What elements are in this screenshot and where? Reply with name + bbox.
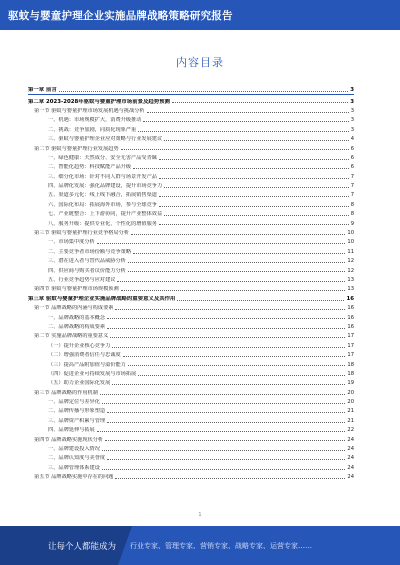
toc-dot-leader (100, 394, 345, 395)
toc-entry-page: 6 (350, 164, 354, 171)
toc-entry-page: 3 (350, 126, 354, 133)
toc-entry[interactable] (28, 133, 354, 142)
table-of-contents (28, 84, 354, 480)
toc-entry-page: 3 (350, 98, 354, 105)
toc-dot-leader (105, 440, 345, 441)
toc-entry-page: 7 (350, 192, 354, 199)
toc-dot-leader (102, 403, 346, 404)
toc-entry[interactable] (28, 236, 354, 245)
toc-entry[interactable] (28, 161, 354, 170)
toc-entry-title: 第二节 实施品牌战略的重要意义 (34, 333, 109, 340)
toc-dot-leader (159, 224, 349, 225)
toc-entry-page: 19 (347, 380, 354, 387)
toc-dot-leader (115, 478, 345, 479)
toc-entry-title: 一、绿色健康：天然成分、安全无害产品受青睐 (48, 154, 157, 161)
toc-entry-page: 16 (347, 314, 354, 321)
toc-dot-leader (164, 215, 349, 216)
toc-dot-leader (128, 271, 346, 272)
toc-entry-title: 第四节 驱蚊与婴童护理市场规模预测 (34, 286, 119, 293)
footer-banner (0, 526, 400, 565)
footer-roles: 行业专家、管理专家、营销专家、战略专家、运营专家…… (130, 542, 312, 550)
toc-entry-title: 第四节 品牌战略实施现状分析 (34, 436, 104, 443)
toc-entry[interactable] (28, 142, 354, 151)
toc-entry[interactable] (28, 217, 354, 226)
toc-entry-page: 21 (347, 408, 354, 415)
toc-entry-title: （二）增强消费者信任与忠诚度 (48, 352, 121, 359)
toc-entry[interactable] (28, 84, 354, 93)
toc-entry-page: 17 (347, 342, 354, 349)
toc-dot-leader (164, 140, 349, 141)
toc-entry[interactable] (28, 321, 354, 330)
toc-entry[interactable] (28, 105, 354, 114)
toc-entry-title: 二、品牌认知度与美誉度 (48, 455, 106, 462)
toc-entry-page: 18 (347, 370, 354, 377)
toc-entry[interactable] (28, 114, 354, 123)
toc-entry[interactable] (28, 170, 354, 179)
toc-entry-title: 三、潜在进入者与替代品威胁分析 (48, 258, 126, 265)
toc-heading: 内容目录 (176, 56, 224, 69)
toc-dot-leader (133, 168, 349, 169)
toc-entry-page: 9 (350, 220, 354, 227)
toc-entry[interactable] (28, 227, 354, 236)
toc-entry-title: 八、服务升级：提供专业化、个性化的增值服务 (48, 220, 157, 227)
toc-dot-leader (123, 356, 346, 357)
toc-entry[interactable] (28, 414, 354, 423)
report-header-banner (0, 0, 400, 30)
toc-entry-title: 二、品牌战略的构成要素 (48, 323, 106, 330)
toc-entry[interactable] (28, 292, 354, 301)
toc-entry-page: 13 (347, 286, 354, 293)
toc-entry-page: 6 (350, 154, 354, 161)
toc-entry-title: 第二章 2023-2028年驱蚊与婴童护理市场前景及趋势预测 (28, 98, 170, 105)
toc-entry-page: 3 (350, 117, 354, 124)
toc-entry-page: 12 (347, 267, 354, 274)
toc-entry-page: 24 (347, 455, 354, 462)
toc-entry-title: 五、渠道多元化：线上线下融合，拓展销售渠道 (48, 192, 157, 199)
toc-dot-leader (112, 347, 345, 348)
toc-entry-page: 4 (350, 136, 354, 143)
toc-dot-leader (177, 300, 344, 301)
toc-entry-page: 12 (347, 258, 354, 265)
toc-entry[interactable] (28, 189, 354, 198)
toc-dot-leader (117, 281, 345, 282)
toc-entry-page: 24 (347, 436, 354, 443)
toc-entry-title: 三、驱蚊与婴童护理企业应对策略与行业发展建议 (48, 136, 163, 143)
toc-entry[interactable] (28, 461, 354, 470)
toc-entry-title: 第三节 驱蚊与婴童护理行业竞争格局分析 (34, 230, 130, 237)
toc-entry[interactable] (28, 123, 354, 132)
toc-entry-page: 10 (347, 239, 354, 246)
toc-entry[interactable] (28, 368, 354, 377)
toc-entry-page: 16 (347, 305, 354, 312)
toc-entry-title: 五、行业竞争趋势与应对建议 (48, 277, 116, 283)
toc-entry[interactable] (28, 245, 354, 254)
toc-entry-title: 第二节 驱蚊与婴童护理行业发展趋势 (34, 145, 119, 152)
toc-entry-title: 第一节 品牌战略的内涵与构成要素 (34, 305, 114, 312)
toc-entry[interactable] (28, 208, 354, 217)
toc-entry-page: 3 (350, 107, 354, 114)
toc-entry[interactable] (28, 386, 354, 395)
toc-dot-leader (128, 365, 346, 366)
toc-dot-leader (112, 384, 345, 385)
toc-entry[interactable] (28, 330, 354, 339)
toc-entry-page: 20 (347, 399, 354, 406)
toc-entry-title: 二、挑战：竞争加剧，同质化现象严重 (48, 126, 137, 133)
toc-dot-leader (159, 196, 349, 197)
report-title: 驱蚊与婴童护理企业实施品牌战略策略研究报告 (8, 9, 233, 22)
toc-entry-title: 一、品牌建设投入情况 (48, 446, 100, 453)
toc-entry[interactable] (28, 349, 354, 358)
toc-entry-page: 24 (347, 446, 354, 453)
toc-entry-page: 8 (350, 211, 354, 218)
toc-dot-leader (147, 112, 349, 113)
toc-entry-title: 一、品牌定位与差异化 (48, 399, 100, 406)
toc-dot-leader (107, 459, 345, 460)
toc-entry[interactable] (28, 180, 354, 189)
toc-entry-title: 第三节 品牌战略的作用机制 (34, 389, 98, 396)
toc-entry-page: 21 (347, 417, 354, 424)
toc-entry[interactable] (28, 283, 354, 292)
toc-entry-page: 16 (347, 323, 354, 330)
toc-dot-leader (128, 262, 346, 263)
toc-entry-page: 7 (350, 173, 354, 180)
toc-entry[interactable] (28, 198, 354, 207)
toc-entry-title: 一、市场集中度分析 (48, 239, 95, 246)
toc-entry[interactable] (28, 471, 354, 480)
toc-dot-leader (172, 102, 348, 103)
toc-entry-title: 六、国际化布局：拓展海外市场，参与全球竞争 (48, 201, 157, 208)
toc-entry-title: 第一节 驱蚊与婴童护理市场发展机遇与挑战分析 (34, 107, 145, 114)
toc-entry-page: 24 (347, 474, 354, 481)
toc-dot-leader (121, 290, 346, 291)
toc-entry-page: 6 (350, 145, 354, 152)
toc-dot-leader (131, 234, 345, 235)
footer-slogan: 让每个人都能成为 (48, 542, 117, 552)
toc-entry-page: 8 (350, 201, 354, 208)
toc-entry[interactable] (28, 433, 354, 442)
toc-dot-leader (115, 309, 345, 310)
toc-dot-leader (59, 91, 348, 92)
toc-entry-title: 四、品牌化发展：强化品牌建设，提升市场竞争力 (48, 183, 163, 190)
toc-dot-leader (159, 178, 349, 179)
toc-dot-leader (97, 431, 346, 432)
toc-entry[interactable] (28, 405, 354, 414)
toc-entry-title: （一）提升企业核心竞争力 (48, 342, 111, 349)
toc-entry[interactable] (28, 302, 354, 311)
toc-entry-page: 18 (347, 361, 354, 368)
toc-dot-leader (138, 131, 348, 132)
toc-entry-title: 三、品牌管理体系建设 (48, 464, 100, 471)
toc-entry-title: 一、机遇：市场规模扩大，消费升级推动 (48, 117, 142, 124)
toc-entry-page: 20 (347, 389, 354, 396)
toc-entry-page: 16 (346, 295, 354, 302)
toc-dot-leader (159, 206, 349, 207)
toc-dot-leader (102, 450, 346, 451)
toc-dot-leader (107, 328, 345, 329)
toc-entry-title: （三）提高产品附加值与溢价能力 (48, 361, 126, 368)
toc-dot-leader (121, 149, 349, 150)
toc-entry-title: （五）助力企业国际化发展 (48, 380, 111, 387)
toc-dot-leader (133, 253, 345, 254)
toc-entry-page: 13 (347, 277, 354, 283)
toc-entry[interactable] (28, 311, 354, 320)
toc-entry-page: 17 (347, 333, 354, 340)
toc-entry-title: 一、品牌战略的基本概念 (48, 314, 106, 321)
toc-dot-leader (143, 121, 348, 122)
toc-entry[interactable] (28, 424, 354, 433)
toc-entry-title: 四、供应商与购买者议价能力分析 (48, 267, 126, 274)
toc-dot-leader (164, 187, 349, 188)
toc-entry[interactable] (28, 358, 354, 367)
toc-entry[interactable] (28, 377, 354, 386)
page-number: 1 (198, 512, 202, 518)
toc-entry-title: 四、品牌延伸与拓展 (48, 427, 95, 434)
toc-entry[interactable] (28, 95, 354, 104)
toc-dot-leader (102, 469, 346, 470)
toc-entry[interactable] (28, 274, 354, 283)
toc-entry-title: （四）促进企业可持续发展与市场拓展 (48, 370, 137, 377)
toc-entry[interactable] (28, 443, 354, 452)
toc-dot-leader (107, 422, 345, 423)
toc-dot-leader (107, 412, 345, 413)
toc-entry-title: 二、主要竞争者市场份额与竞争策略 (48, 248, 132, 255)
toc-entry[interactable] (28, 152, 354, 161)
toc-entry-title: 第五节 品牌战略实施中存在的问题 (34, 474, 114, 481)
toc-dot-leader (110, 337, 345, 338)
toc-entry-page: 17 (347, 352, 354, 359)
toc-entry-page: 11 (347, 248, 354, 255)
toc-entry-title: 二、智能化趋势：科技赋能产品升级 (48, 164, 132, 171)
toc-entry-page: 3 (350, 87, 354, 94)
toc-dot-leader (107, 318, 345, 319)
toc-dot-leader (138, 375, 345, 376)
toc-entry-title: 三、细分化市场：针对不同人群与场景开发产品 (48, 173, 157, 180)
toc-entry-title: 第三章 驱蚊与婴童护理企业实施品牌战略的重要意义及其作用 (28, 295, 176, 302)
toc-entry-page: 22 (347, 427, 354, 434)
toc-entry-title: 七、产业链整合：上下游协同，提升产业整体效益 (48, 211, 163, 218)
toc-dot-leader (97, 243, 346, 244)
toc-entry-title: 二、品牌传播与形象塑造 (48, 408, 106, 415)
toc-entry[interactable] (28, 255, 354, 264)
toc-entry[interactable] (28, 396, 354, 405)
toc-entry-page: 24 (347, 464, 354, 471)
toc-entry[interactable] (28, 339, 354, 348)
toc-entry-title: 第一章 前言 (28, 87, 57, 94)
toc-entry[interactable] (28, 452, 354, 461)
toc-entry-title: 三、品牌资产积累与管理 (48, 417, 106, 424)
toc-dot-leader (159, 159, 349, 160)
toc-entry[interactable] (28, 264, 354, 273)
toc-entry-page: 10 (347, 230, 354, 237)
toc-entry-page: 7 (350, 183, 354, 190)
